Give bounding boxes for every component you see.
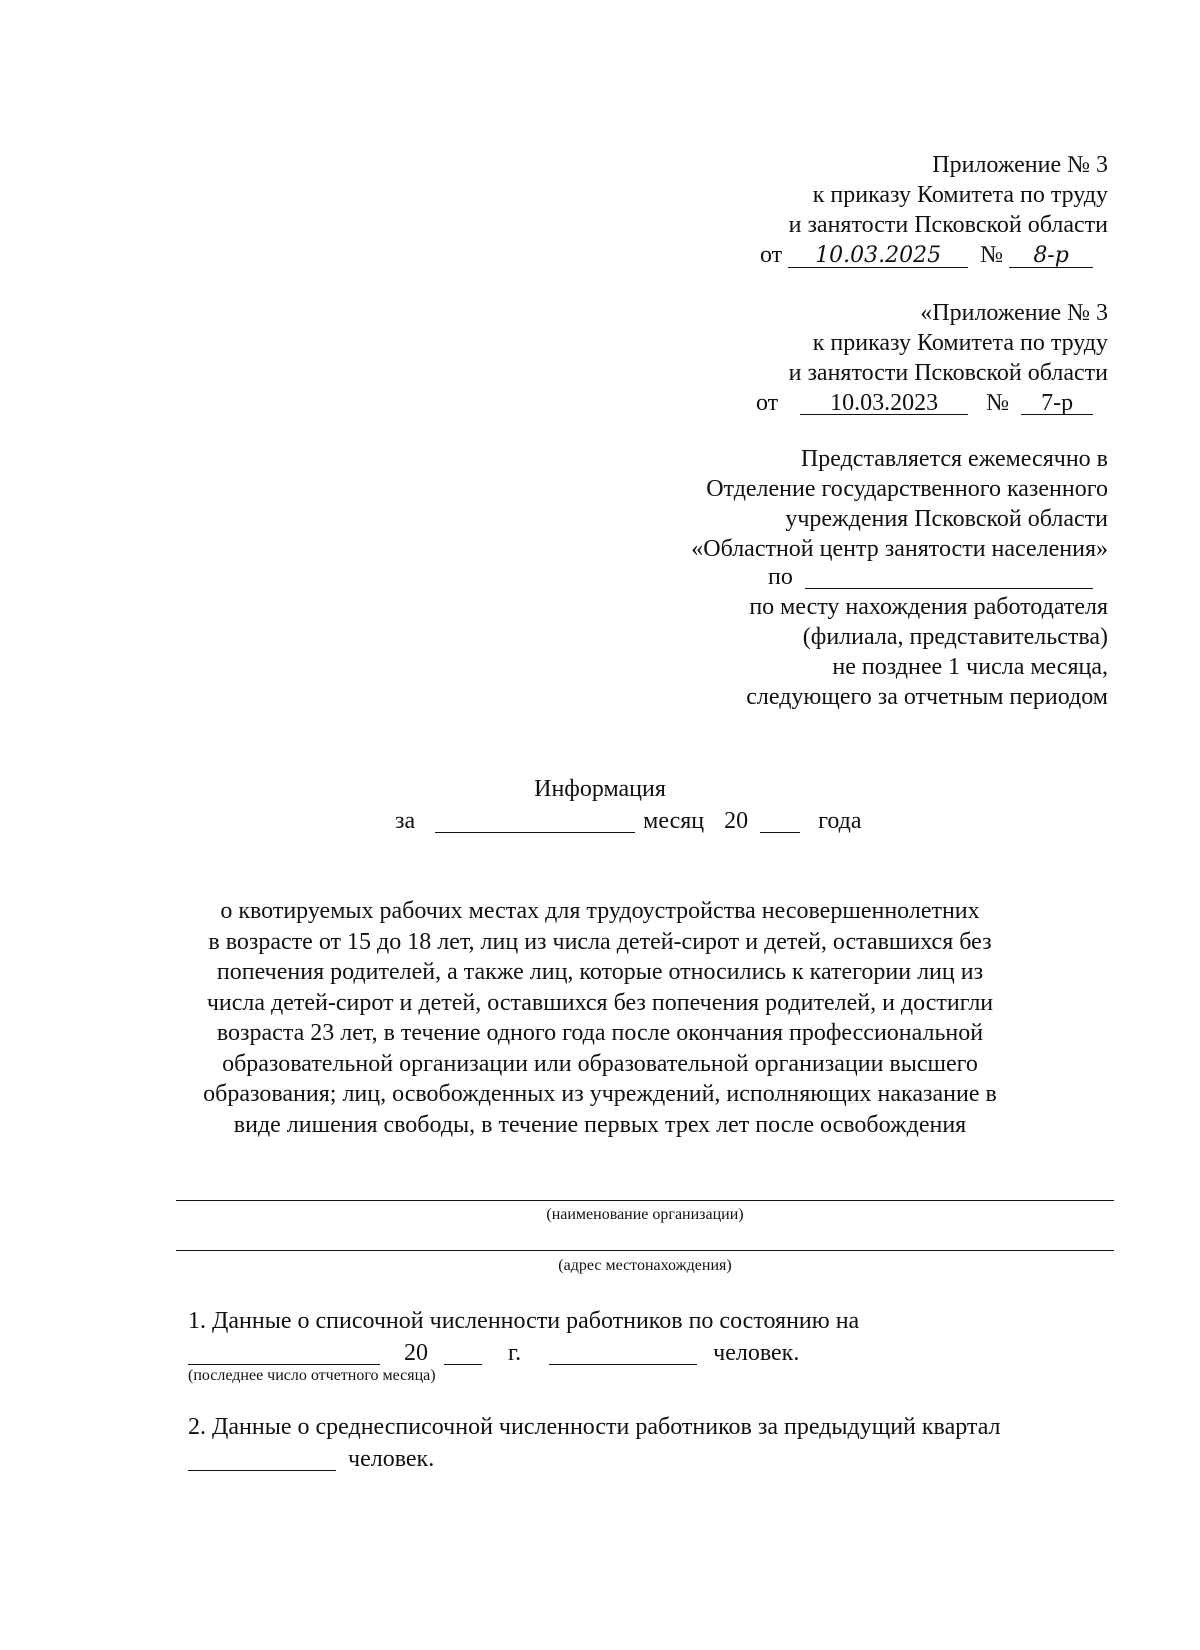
prev-appendix-date-row <box>756 388 1093 418</box>
appendix-date-row <box>760 240 1093 270</box>
section1-caption: (последнее число отчетного месяца) <box>188 1367 436 1384</box>
appendix-title: Приложение № 3 <box>932 152 1108 178</box>
description-line: в возрасте от 15 до 18 лет, лиц из числа детей-сирот и детей, оставшихся без <box>208 928 992 955</box>
appendix-line-1: к приказу Комитета по труду <box>812 182 1108 208</box>
prev-number: 7-р <box>1021 392 1093 415</box>
address-line <box>176 1250 1114 1251</box>
po-label: по <box>768 564 793 590</box>
description-line: о квотируемых рабочих местах для трудоустройства несовершеннолетних <box>220 898 980 924</box>
section1-year-blank <box>444 1342 482 1365</box>
prev-appendix-line-1: к приказу Комитета по труду <box>812 330 1108 356</box>
description-line: возраста 23 лет, в течение одного года после окончания профессиональной <box>216 1020 984 1046</box>
handwritten-date: 10.03.2025 <box>788 245 968 268</box>
submission-line-1: Представляется ежемесячно в <box>800 446 1108 472</box>
description-line: образовательной организации или образовательной организации высшего <box>222 1050 978 1077</box>
submission-line-6: по месту нахождения работодателя <box>749 594 1108 620</box>
section1-people: человек. <box>713 1340 800 1366</box>
submission-po-row <box>768 562 1093 592</box>
za-label: за <box>395 808 416 834</box>
prev-appendix-line-2: и занятости Псковской области <box>788 360 1108 386</box>
handwritten-number: 8-р <box>1009 245 1093 268</box>
description-line: попечения родителей, а также лиц, которые относились к категории лиц из <box>216 959 984 985</box>
appendix-line-2: и занятости Псковской области <box>788 212 1108 238</box>
org-name-line <box>176 1200 1114 1201</box>
document-title: Информация <box>534 776 666 802</box>
submission-line-8: не позднее 1 числа месяца, <box>832 654 1108 680</box>
year-prefix: 20 <box>724 808 749 834</box>
address-caption: (адрес местонахождения) <box>558 1257 732 1274</box>
description-line: числа детей-сирот и детей, оставшихся без попечения родителей, и достигли <box>206 989 994 1016</box>
prev-from-label: от <box>756 390 779 416</box>
section1-row <box>188 1338 799 1368</box>
submission-line-2: Отделение государственного казенного <box>706 476 1108 502</box>
description-line: образования; лиц, освобожденных из учреждений, исполняющих наказание в <box>203 1081 997 1107</box>
submission-line-7: (филиала, представительства) <box>802 624 1108 650</box>
headcount-blank <box>549 1342 697 1365</box>
period-row <box>395 806 862 836</box>
year-blank <box>760 810 800 833</box>
prev-number-label: № <box>986 390 1010 416</box>
from-label: от <box>760 242 783 268</box>
section2-text: 2. Данные о среднесписочной численности работников за предыдущий квартал <box>188 1414 1001 1440</box>
description <box>0 896 1200 1140</box>
section2-people: человек. <box>348 1446 435 1472</box>
number-label: № <box>980 242 1004 268</box>
prev-appendix-title: «Приложение № 3 <box>920 300 1108 326</box>
description-line: виде лишения свободы, в течение первых трех лет после освобождения <box>233 1111 967 1138</box>
section2-row <box>188 1444 434 1474</box>
section1-text: 1. Данные о списочной численности работников по состоянию на <box>188 1308 860 1334</box>
g-label: г. <box>508 1340 522 1366</box>
prev-date: 10.03.2023 <box>800 392 968 415</box>
org-name-caption: (наименование организации) <box>546 1206 744 1223</box>
po-blank <box>805 566 1093 589</box>
submission-line-3: учреждения Псковской области <box>785 506 1108 532</box>
month-blank <box>435 810 635 833</box>
section1-year-prefix: 20 <box>404 1340 428 1366</box>
date-blank <box>188 1342 380 1365</box>
submission-line-9: следующего за отчетным периодом <box>746 684 1108 710</box>
year-suffix: года <box>818 808 862 834</box>
month-label: месяц <box>643 808 705 834</box>
submission-line-4: «Областной центр занятости населения» <box>691 536 1108 562</box>
avg-headcount-blank <box>188 1448 336 1471</box>
